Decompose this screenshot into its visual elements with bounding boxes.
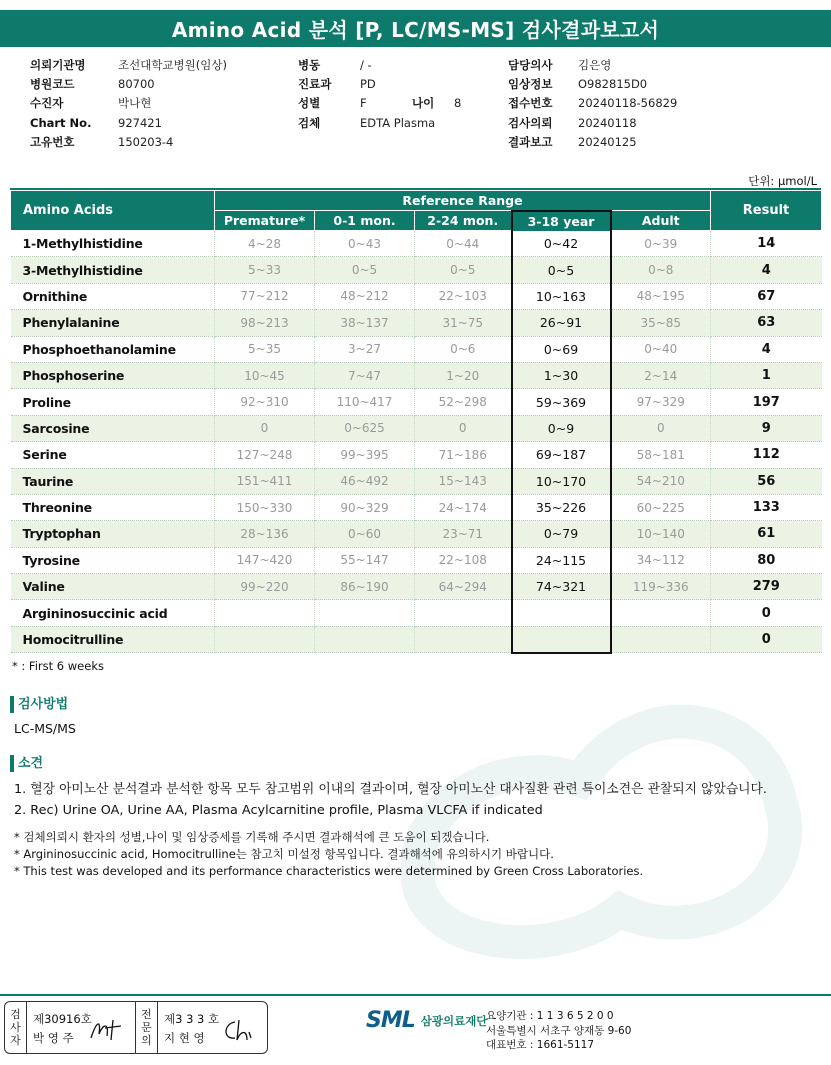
amino-acid-name: Taurine [11, 468, 215, 494]
amino-acid-name: Homocitrulline [11, 626, 215, 652]
reference-range-cell: 0~5 [415, 257, 512, 283]
col-header-ref-4: Adult [611, 211, 711, 231]
reference-range-cell: 0~8 [611, 257, 711, 283]
table-row [11, 574, 822, 600]
reference-range-cell: 0~625 [315, 415, 415, 441]
reference-range-cell: 1~20 [415, 362, 512, 388]
reference-range-cell: 1~30 [512, 362, 611, 388]
reference-range-cell: 0~69 [512, 336, 611, 362]
result-value: 9 [711, 415, 822, 441]
amino-acid-name: Argininosuccinic acid [11, 600, 215, 626]
reference-range-cell: 24~115 [512, 547, 611, 573]
info-key: 검사의뢰 [508, 115, 553, 130]
reference-range-cell: 0 [611, 415, 711, 441]
info-key: 고유번호 [30, 134, 75, 149]
reference-range-cell: 0~44 [415, 231, 512, 257]
table-row [11, 600, 822, 626]
info-value: 20240125 [578, 134, 637, 149]
amino-acid-table [10, 190, 822, 654]
info-key: 접수번호 [508, 96, 553, 111]
reference-range-cell [415, 626, 512, 652]
reference-range-cell: 60~225 [611, 494, 711, 520]
reference-range-cell: 10~170 [512, 468, 611, 494]
info-lab-block [508, 56, 677, 152]
info-key: 담당의사 [508, 58, 553, 72]
reference-range-cell: 0~39 [611, 231, 711, 257]
specialist-signature-icon [221, 1018, 255, 1044]
amino-acid-name: Sarcosine [11, 415, 215, 441]
reference-range-cell: 58~181 [611, 442, 711, 468]
table-row [11, 521, 822, 547]
contact-info [486, 1009, 631, 1053]
reference-range-cell [611, 600, 711, 626]
table-row [11, 257, 822, 283]
reference-range-cell [512, 626, 611, 652]
reference-range-cell: 150~330 [215, 494, 315, 520]
reference-range-cell: 0 [415, 415, 512, 441]
table-footnote: * : First 6 weeks [12, 659, 104, 673]
remark-line: * 검체의뢰시 환자의 성별,나이 및 임상증세를 기록해 주시면 결과해석에 큰 도움이 되겠습니다. [14, 830, 490, 844]
col-header-ref-1: 0-1 mon. [315, 211, 415, 231]
info-key: 임상정보 [508, 77, 553, 92]
reference-range-cell [215, 600, 315, 626]
col-header-amino-acids: Amino Acids [11, 191, 215, 231]
reference-range-cell: 4~28 [215, 231, 315, 257]
table-row [11, 468, 822, 494]
reference-range-cell: 110~417 [315, 389, 415, 415]
info-value: O982815D0 [578, 77, 648, 92]
result-value: 63 [711, 310, 822, 336]
result-value: 14 [711, 231, 822, 257]
reference-range-cell: 69~187 [512, 442, 611, 468]
reference-range-cell: 10~45 [215, 362, 315, 388]
info-value: PD [360, 77, 376, 92]
amino-acid-name: Proline [11, 389, 215, 415]
reference-range-cell: 5~35 [215, 336, 315, 362]
reference-range-cell: 0 [215, 415, 315, 441]
result-value: 112 [711, 442, 822, 468]
amino-acid-name: Serine [11, 442, 215, 468]
result-value: 61 [711, 521, 822, 547]
amino-acid-name: Phosphoserine [11, 362, 215, 388]
logo-mark: SML [366, 1008, 415, 1033]
examiner-cell [27, 1002, 136, 1053]
opinion-heading: 소견 [10, 755, 43, 772]
examiner-name: 박 영 주 [33, 1031, 74, 1045]
info-key: 진료과 [298, 77, 332, 92]
reference-range-cell: 15~143 [415, 468, 512, 494]
info-patient-block [30, 56, 227, 152]
info-key: 병동 [298, 58, 321, 72]
label-char: 사 [10, 1021, 21, 1034]
examiner-signature-icon [89, 1018, 123, 1042]
reference-range-cell: 92~310 [215, 389, 315, 415]
reference-range-cell: 54~210 [611, 468, 711, 494]
reference-range-cell: 0~42 [512, 231, 611, 257]
col-header-ref-3: 3-18 year [512, 211, 611, 231]
table-row [11, 362, 822, 388]
reference-range-cell: 147~420 [215, 547, 315, 573]
reference-range-cell: 23~71 [415, 521, 512, 547]
table-row [11, 231, 822, 257]
specialist-cell [158, 1002, 267, 1053]
table-row [11, 389, 822, 415]
reference-range-cell: 52~298 [415, 389, 512, 415]
reference-range-cell: 0~5 [315, 257, 415, 283]
result-value: 67 [711, 283, 822, 309]
org-logo [366, 1008, 487, 1033]
info-value: / - [360, 58, 372, 72]
reference-range-cell: 35~85 [611, 310, 711, 336]
contact-line: 서울특별시 서초구 양재동 9-60 [486, 1024, 632, 1037]
reference-range-cell: 22~103 [415, 283, 512, 309]
table-row [11, 310, 822, 336]
table-row [11, 336, 822, 362]
table-row [11, 415, 822, 441]
result-value: 0 [711, 626, 822, 652]
reference-range-cell: 22~108 [415, 547, 512, 573]
remark-line: * Argininosuccinic acid, Homocitrulline는 참고치 미설정 항목입니다. 결과해석에 유의하시기 바랍니다. [14, 847, 554, 861]
reference-range-cell [315, 600, 415, 626]
contact-line: 대표번호 : 1661-5117 [486, 1039, 595, 1051]
amino-acid-name: 1-Methylhistidine [11, 231, 215, 257]
info-value: EDTA Plasma [360, 115, 436, 130]
info-key: 의뢰기관명 [30, 58, 86, 72]
reference-range-cell [315, 626, 415, 652]
reference-range-cell: 0~79 [512, 521, 611, 547]
info-key: 수진자 [30, 96, 64, 111]
info-key: Chart No. [30, 115, 92, 130]
reference-range-cell: 5~33 [215, 257, 315, 283]
reference-range-cell: 0~9 [512, 415, 611, 441]
amino-acid-name: 3-Methylhistidine [11, 257, 215, 283]
reference-range-cell: 127~248 [215, 442, 315, 468]
col-header-reference-range: Reference Range [215, 191, 711, 211]
reference-range-cell: 59~369 [512, 389, 611, 415]
reference-range-cell: 99~220 [215, 574, 315, 600]
reference-range-cell: 28~136 [215, 521, 315, 547]
result-value: 197 [711, 389, 822, 415]
table-row [11, 547, 822, 573]
label-char: 문 [141, 1021, 152, 1034]
reference-range-cell: 26~91 [512, 310, 611, 336]
reference-range-cell: 48~212 [315, 283, 415, 309]
result-value: 4 [711, 257, 822, 283]
info-key: 검체 [298, 115, 321, 130]
opinion-line: 1. 혈장 아미노산 분석결과 분석한 항목 모두 참고범위 이내의 결과이며, 혈장 아미노산 대사질환 관련 특이소견은 관찰되지 않았습니다. [14, 782, 767, 797]
info-value: 80700 [118, 77, 155, 92]
reference-range-cell: 0~60 [315, 521, 415, 547]
result-value: 0 [711, 600, 822, 626]
label-char: 전 [141, 1008, 152, 1021]
info-value: 조선대학교병원(임상) [118, 58, 227, 72]
reference-range-cell: 10~140 [611, 521, 711, 547]
reference-range-cell: 0~40 [611, 336, 711, 362]
examiner-license: 제30916호 [33, 1012, 92, 1026]
amino-acid-name: Tryptophan [11, 521, 215, 547]
reference-range-cell: 24~174 [415, 494, 512, 520]
reference-range-cell [611, 626, 711, 652]
amino-acid-name: Phosphoethanolamine [11, 336, 215, 362]
reference-range-cell: 34~112 [611, 547, 711, 573]
info-key: 병원코드 [30, 77, 75, 92]
remark-line: * This test was developed and its performance characteristics were determined by Green Cross Laboratories. [14, 864, 644, 878]
age-key: 나이 [412, 96, 435, 111]
info-value: 박나현 [118, 96, 152, 111]
specialist-license: 제3 3 3 호 [164, 1012, 220, 1026]
reference-range-cell: 151~411 [215, 468, 315, 494]
reference-range-cell: 64~294 [415, 574, 512, 600]
amino-acid-name: Threonine [11, 494, 215, 520]
method-heading: 검사방법 [10, 696, 68, 713]
specialist-label [136, 1002, 158, 1053]
reference-range-cell: 0~5 [512, 257, 611, 283]
footer-rule [0, 994, 831, 996]
examiner-label [5, 1002, 27, 1053]
reference-range-cell [215, 626, 315, 652]
specialist-name: 지 현 영 [164, 1031, 205, 1045]
info-value: F [360, 96, 367, 111]
info-value: 20240118-56829 [578, 96, 678, 111]
result-value: 133 [711, 494, 822, 520]
col-header-ref-2: 2-24 mon. [415, 211, 512, 231]
reference-range-cell [415, 600, 512, 626]
result-value: 1 [711, 362, 822, 388]
info-ward-block [298, 56, 461, 133]
opinion-line: 2. Rec) Urine OA, Urine AA, Plasma Acylcarnitine profile, Plasma VLCFA if indicated [14, 803, 543, 818]
amino-acid-name: Tyrosine [11, 547, 215, 573]
reference-range-cell: 74~321 [512, 574, 611, 600]
reference-range-cell: 98~213 [215, 310, 315, 336]
unit-label: 단위: μmol/L [748, 174, 817, 188]
reference-range-cell: 86~190 [315, 574, 415, 600]
reference-range-cell: 0~6 [415, 336, 512, 362]
info-key: 결과보고 [508, 134, 553, 149]
table-row [11, 442, 822, 468]
label-char: 자 [10, 1034, 21, 1047]
amino-acid-name: Valine [11, 574, 215, 600]
reference-range-cell: 0~43 [315, 231, 415, 257]
opinion-lines [14, 779, 767, 821]
amino-acid-name: Ornithine [11, 283, 215, 309]
reference-range-cell: 2~14 [611, 362, 711, 388]
amino-acid-name: Phenylalanine [11, 310, 215, 336]
signature-box [4, 1001, 268, 1054]
reference-range-cell [512, 600, 611, 626]
reference-range-cell: 38~137 [315, 310, 415, 336]
reference-range-cell: 48~195 [611, 283, 711, 309]
info-key: 성별 [298, 96, 321, 111]
reference-range-cell: 35~226 [512, 494, 611, 520]
reference-range-cell: 77~212 [215, 283, 315, 309]
reference-range-cell: 90~329 [315, 494, 415, 520]
table-row [11, 626, 822, 652]
result-value: 56 [711, 468, 822, 494]
info-value: 김은영 [578, 58, 612, 72]
reference-range-cell: 46~492 [315, 468, 415, 494]
info-value: 927421 [118, 115, 162, 130]
info-value: 150203-4 [118, 134, 174, 149]
reference-range-cell: 97~329 [611, 389, 711, 415]
col-header-result: Result [711, 191, 822, 231]
reference-range-cell: 71~186 [415, 442, 512, 468]
reference-range-cell: 31~75 [415, 310, 512, 336]
method-text: LC-MS/MS [14, 721, 76, 736]
label-char: 의 [141, 1034, 152, 1047]
reference-range-cell: 10~163 [512, 283, 611, 309]
remarks-block [14, 829, 643, 880]
reference-range-cell: 55~147 [315, 547, 415, 573]
label-char: 검 [10, 1008, 21, 1021]
reference-range-cell: 3~27 [315, 336, 415, 362]
reference-range-cell: 7~47 [315, 362, 415, 388]
reference-range-cell: 99~395 [315, 442, 415, 468]
table-row [11, 494, 822, 520]
table-row [11, 283, 822, 309]
result-value: 80 [711, 547, 822, 573]
reference-range-cell: 119~336 [611, 574, 711, 600]
report-title: Amino Acid 분석 [P, LC/MS-MS] 검사결과보고서 [0, 10, 831, 47]
col-header-ref-0: Premature* [215, 211, 315, 231]
result-value: 279 [711, 574, 822, 600]
age-value: 8 [454, 96, 462, 111]
org-name: 삼광의료재단 [420, 1013, 488, 1028]
info-value: 20240118 [578, 115, 637, 130]
result-value: 4 [711, 336, 822, 362]
contact-line: 요양기관 : 1 1 3 6 5 2 0 0 [486, 1010, 614, 1022]
